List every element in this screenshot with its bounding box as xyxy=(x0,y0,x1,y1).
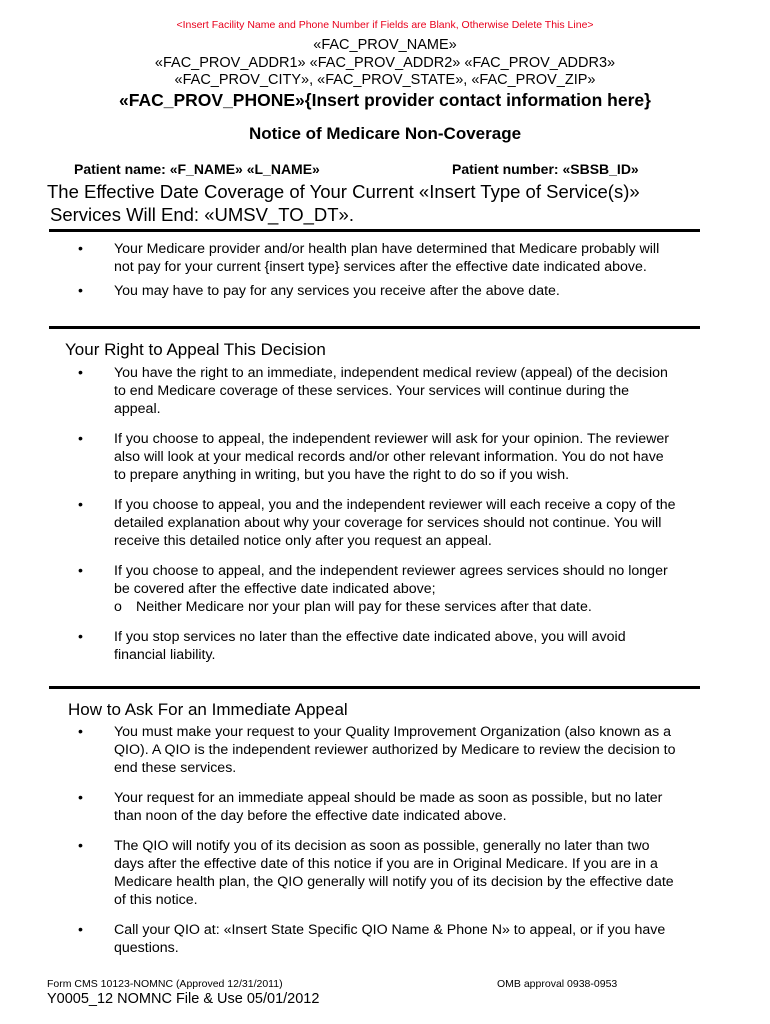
list-item: • The QIO will notify you of its decision as soon as possible, generally no later than two days after the effective date of this notice if you are in Original Medicare. If you are in a Medicare health plan, the QIO generally will notify you of its decision by the effective date of this notice. xyxy=(78,838,674,908)
bullet-icon: • xyxy=(78,283,83,299)
list-item: • If you stop services no later than the effective date indicated above, you will avoid financial liability. xyxy=(78,629,626,663)
patient-name: Patient name: «F_NAME» «L_NAME» xyxy=(74,161,320,177)
appeal-right-heading: Your Right to Appeal This Decision xyxy=(65,340,326,359)
omb-approval: OMB approval 0938-0953 xyxy=(497,978,618,990)
appeal-right-bullet-list xyxy=(66,364,676,664)
insert-facility-instruction: <Insert Facility Name and Phone Number if Fields are Blank, Otherwise Delete This Line> xyxy=(176,19,594,31)
list-item: • Your Medicare provider and/or health plan have determined that Medicare probably will not pay for your current {insert type} services after the effective date indicated above. xyxy=(78,241,660,275)
services-end-headline: Services Will End: «UMSV_TO_DT». xyxy=(50,204,354,225)
section-divider xyxy=(49,326,700,329)
bullet-icon: • xyxy=(78,790,83,806)
bullet-icon: • xyxy=(78,922,83,938)
list-item: • You may have to pay for any services you receive after the above date. xyxy=(78,283,560,299)
immediate-appeal-bullet-list xyxy=(66,723,676,957)
section-divider xyxy=(49,229,700,232)
bullet-icon: • xyxy=(78,431,83,447)
provider-name: «FAC_PROV_NAME» xyxy=(313,37,457,53)
provider-address: «FAC_PROV_ADDR1» «FAC_PROV_ADDR2» «FAC_PROV_ADDR3» xyxy=(154,55,616,71)
immediate-appeal-heading: How to Ask For an Immediate Appeal xyxy=(68,700,348,719)
notice-title: Notice of Medicare Non-Coverage xyxy=(248,124,522,143)
bullet-icon: • xyxy=(78,241,83,257)
list-item: • If you choose to appeal, you and the independent reviewer will each receive a copy of the detailed explanation about why your coverage for services should not continue. You will receive this detailed notice only after you request an appeal. xyxy=(78,497,676,549)
bullet-icon: • xyxy=(78,497,83,513)
provider-phone: «FAC_PROV_PHONE»{Insert provider contact information here} xyxy=(119,90,651,110)
patient-number: Patient number: «SBSB_ID» xyxy=(452,161,639,177)
bullet-icon: • xyxy=(78,563,83,579)
list-item: • If you choose to appeal, the independent reviewer will ask for your opinion. The reviewer also will look at your medical records and/or other relevant information. You do not have to prepare anything in writing, but you have the right to do so if you wish. xyxy=(78,431,669,483)
list-item: • You must make your request to your Quality Improvement Organization (also known as a QIO). A QIO is the independent reviewer authorized by Medicare to review the decision to end these services. xyxy=(78,724,676,776)
list-item: • You have the right to an immediate, independent medical review (appeal) of the decision to end Medicare coverage of these services. Your services will continue during the appeal. xyxy=(78,365,668,417)
file-use-line: Y0005_12 NOMNC File & Use 05/01/2012 xyxy=(47,991,320,1007)
provider-city-state-zip: «FAC_PROV_CITY», «FAC_PROV_STATE», «FAC_PROV_ZIP» xyxy=(174,72,596,88)
list-item: • Call your QIO at: «Insert State Specific QIO Name & Phone N» to appeal, or if you have questions. xyxy=(78,922,666,956)
effective-date-headline: The Effective Date Coverage of Your Current «Insert Type of Service(s)» xyxy=(47,181,640,202)
sub-bullet-icon: o xyxy=(114,599,122,615)
section-divider xyxy=(49,686,700,689)
bullet-icon: • xyxy=(78,365,83,381)
sub-list-item: o Neither Medicare nor your plan will pay for these services after that date. xyxy=(114,599,592,615)
bullet-icon: • xyxy=(78,629,83,645)
intro-bullet-list xyxy=(66,240,676,300)
list-item: • Your request for an immediate appeal should be made as soon as possible, but no later than noon of the day before the effective date indicated above. xyxy=(78,790,663,824)
list-item: • If you choose to appeal, and the independent reviewer agrees services should no longer be covered after the effective date indicated above; o Neither Medicare nor your plan will pay for these services after that date. xyxy=(66,562,676,616)
bullet-icon: • xyxy=(78,724,83,740)
bullet-icon: • xyxy=(78,838,83,854)
form-number: Form CMS 10123-NOMNC (Approved 12/31/2011) xyxy=(47,978,283,990)
